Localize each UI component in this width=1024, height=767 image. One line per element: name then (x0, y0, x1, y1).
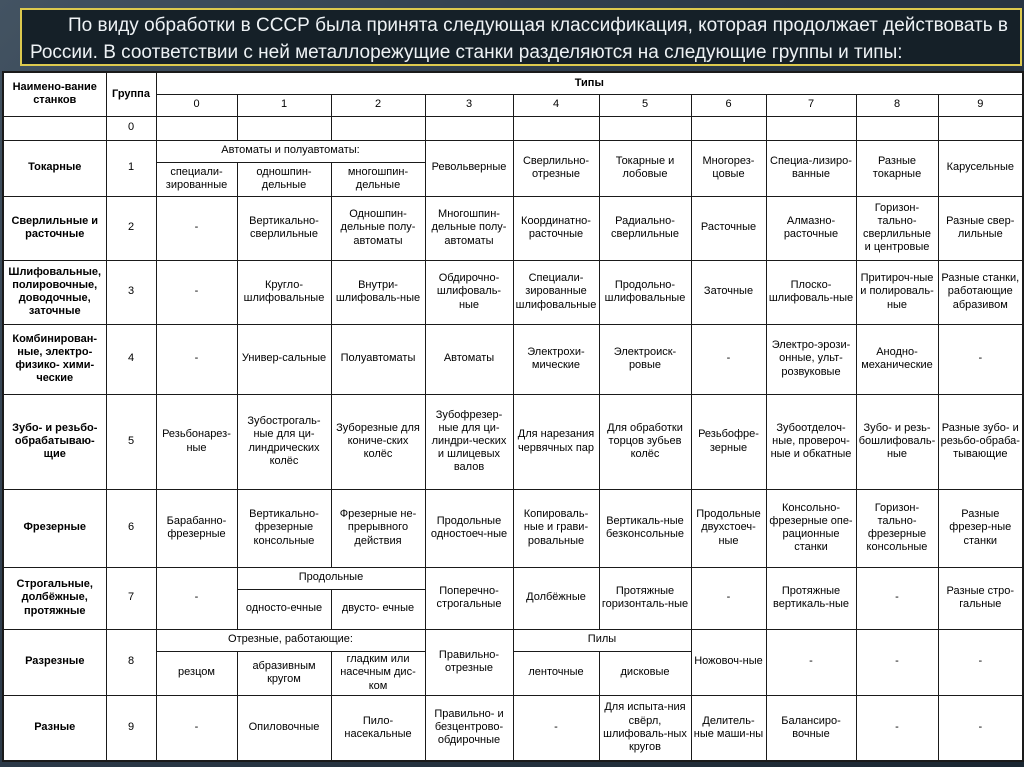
table-row-group-9 (3, 695, 1023, 761)
table-cell: - (156, 324, 237, 394)
table-cell: Для испыта-ния свёрл, шлифоваль-ных кругов (599, 695, 691, 761)
table-cell: Вертикально-сверлильные (237, 196, 331, 260)
table-cell: Продольные одностоеч-ные (425, 489, 513, 567)
table-cell-span: Пилы (513, 629, 691, 651)
table-cell: Копироваль-ные и грави-ровальные (513, 489, 599, 567)
row-name: Шлифовальные, полировочные, доводочные, заточные (3, 260, 106, 324)
table-cell (331, 116, 425, 140)
table-cell: - (691, 324, 766, 394)
table-cell (938, 116, 1023, 140)
table-cell: Пило-насекальные (331, 695, 425, 761)
row-group: 2 (106, 196, 156, 260)
table-cell: Специа-лизиро-ванные (766, 140, 856, 196)
row-group: 7 (106, 567, 156, 629)
header-type-4: 4 (513, 94, 599, 116)
table-cell: Разные токарные (856, 140, 938, 196)
table-cell: Разные зубо- и резьбо-обраба-тывающие (938, 394, 1023, 489)
table-cell: Разные стро-гальные (938, 567, 1023, 629)
table-cell: Координатно-расточные (513, 196, 599, 260)
table-cell: Разные свер-лильные (938, 196, 1023, 260)
header-row-1 (3, 72, 1023, 94)
header-type-3: 3 (425, 94, 513, 116)
table-cell: Одношпин-дельные полу-автоматы (331, 196, 425, 260)
table-cell: Внутри-шлифоваль-ные (331, 260, 425, 324)
row-name: Токарные (3, 140, 106, 196)
table-cell: - (938, 324, 1023, 394)
row-name: Комбинирован-ные, электро-физико- хими-ческие (3, 324, 106, 394)
table-cell: Радиально-сверлильные (599, 196, 691, 260)
row-name: Разные (3, 695, 106, 761)
slide-intro-box (20, 8, 1022, 66)
table-cell: двусто- ечные (331, 589, 425, 629)
table-row-group-3 (3, 260, 1023, 324)
table-cell: Зубоотделоч-ные, провероч-ные и обкатные (766, 394, 856, 489)
table-cell: Консольно-фрезерные опе-рационные станки (766, 489, 856, 567)
header-type-9: 9 (938, 94, 1023, 116)
table-cell: - (938, 695, 1023, 761)
table-cell: Ножовоч-ные (691, 629, 766, 695)
table-cell: Электрохи-мические (513, 324, 599, 394)
table-cell: Карусельные (938, 140, 1023, 196)
table-cell: Зубофрезер-ные для ци-линдри-ческих и шлицевых валов (425, 394, 513, 489)
header-type-6: 6 (691, 94, 766, 116)
table-cell (599, 116, 691, 140)
table-row-group-0 (3, 116, 1023, 140)
table-cell: - (856, 567, 938, 629)
header-type-8: 8 (856, 94, 938, 116)
table-cell: Револьверные (425, 140, 513, 196)
table-cell: Заточные (691, 260, 766, 324)
table-cell: - (938, 629, 1023, 695)
table-cell: резцом (156, 651, 237, 695)
table-cell: Барабанно-фрезерные (156, 489, 237, 567)
table-cell: Резьбонарез-ные (156, 394, 237, 489)
row-group: 8 (106, 629, 156, 695)
table-cell: - (856, 695, 938, 761)
table-cell: - (513, 695, 599, 761)
table-cell: Долбёжные (513, 567, 599, 629)
header-row-2 (3, 94, 1023, 116)
table-cell (425, 116, 513, 140)
row-group: 0 (106, 116, 156, 140)
table-cell: Делитель-ные маши-ны (691, 695, 766, 761)
table-cell: - (156, 260, 237, 324)
table-cell (766, 116, 856, 140)
table-cell (237, 116, 331, 140)
header-type-5: 5 (599, 94, 691, 116)
table-cell: Зубострогаль-ные для ци-линдрических колёс (237, 394, 331, 489)
table-cell: дисковые (599, 651, 691, 695)
classification-table (2, 71, 1024, 762)
table-cell: Вертикаль-ные безконсольные (599, 489, 691, 567)
row-name: Разрезные (3, 629, 106, 695)
table-cell: Сверлильно-отрезные (513, 140, 599, 196)
header-type-0: 0 (156, 94, 237, 116)
table-cell: - (856, 629, 938, 695)
table-cell: - (156, 196, 237, 260)
table-row-group-2 (3, 196, 1023, 260)
table-cell (156, 116, 237, 140)
classification-table-wrap (2, 71, 1022, 762)
header-name-col: Наимено-вание станков (3, 72, 106, 116)
table-row-group-5 (3, 394, 1023, 489)
table-cell: Правильно-отрезные (425, 629, 513, 695)
table-cell: Продольно-шлифовальные (599, 260, 691, 324)
table-cell: Полуавтоматы (331, 324, 425, 394)
table-cell: Резьбофре-зерные (691, 394, 766, 489)
table-cell: Многошпин-дельные полу-автоматы (425, 196, 513, 260)
table-cell: Автоматы (425, 324, 513, 394)
table-cell: Универ-сальные (237, 324, 331, 394)
table-cell: Анодно-механические (856, 324, 938, 394)
table-cell: Расточные (691, 196, 766, 260)
header-type-7: 7 (766, 94, 856, 116)
row-name: Сверлильные и расточные (3, 196, 106, 260)
table-cell: Притироч-ные и полироваль-ные (856, 260, 938, 324)
table-row-group-1 (3, 140, 1023, 162)
table-cell (513, 116, 599, 140)
table-cell-span: Продольные (237, 567, 425, 589)
row-group: 3 (106, 260, 156, 324)
table-cell: - (156, 567, 237, 629)
table-row-group-4 (3, 324, 1023, 394)
table-cell: Балансиро-вочные (766, 695, 856, 761)
table-cell: Токарные и лобовые (599, 140, 691, 196)
table-cell: Кругло-шлифовальные (237, 260, 331, 324)
table-cell: Поперечно-строгальные (425, 567, 513, 629)
table-cell: - (766, 629, 856, 695)
row-group: 6 (106, 489, 156, 567)
header-types: Типы (156, 72, 1023, 94)
table-cell: Разные станки, работающие абразивом (938, 260, 1023, 324)
row-name: Строгальные, долбёжные, протяжные (3, 567, 106, 629)
table-cell: Зуборезные для кониче-ских колёс (331, 394, 425, 489)
table-cell: Протяжные горизонталь-ные (599, 567, 691, 629)
table-cell: гладким или насечным дис-ком (331, 651, 425, 695)
table-cell: Обдирочно-шлифоваль-ные (425, 260, 513, 324)
table-cell-span: Отрезные, работающие: (156, 629, 425, 651)
row-group: 5 (106, 394, 156, 489)
table-cell: Разные фрезер-ные станки (938, 489, 1023, 567)
table-cell: Для нарезания червячных пар (513, 394, 599, 489)
table-cell (856, 116, 938, 140)
table-row-group-7 (3, 567, 1023, 589)
table-cell: абразивным кругом (237, 651, 331, 695)
header-type-2: 2 (331, 94, 425, 116)
table-cell: Плоско-шлифоваль-ные (766, 260, 856, 324)
table-row-group-6 (3, 489, 1023, 567)
table-cell: Продольные двухстоеч-ные (691, 489, 766, 567)
row-name (3, 116, 106, 140)
table-cell: Горизон-тально-сверлильные и центровые (856, 196, 938, 260)
table-cell: Горизон-тально-фрезерные консольные (856, 489, 938, 567)
table-cell: Электроиск-ровые (599, 324, 691, 394)
row-name: Фрезерные (3, 489, 106, 567)
table-cell: - (691, 567, 766, 629)
table-cell: Протяжные вертикаль-ные (766, 567, 856, 629)
row-name: Зубо- и резьбо-обрабатываю-щие (3, 394, 106, 489)
table-cell: односто-ечные (237, 589, 331, 629)
table-cell: одношпин-дельные (237, 162, 331, 196)
row-group: 1 (106, 140, 156, 196)
header-group-col: Группа (106, 72, 156, 116)
row-group: 4 (106, 324, 156, 394)
table-cell: Алмазно-расточные (766, 196, 856, 260)
table-cell: Для обработки торцов зубьев колёс (599, 394, 691, 489)
table-cell: Многорез-цовые (691, 140, 766, 196)
table-cell: ленточные (513, 651, 599, 695)
table-cell: Вертикально-фрезерные консольные (237, 489, 331, 567)
table-cell: многошпин-дельные (331, 162, 425, 196)
table-row-group-8 (3, 629, 1023, 651)
table-cell: Специали-зированные шлифовальные (513, 260, 599, 324)
row-group: 9 (106, 695, 156, 761)
header-type-1: 1 (237, 94, 331, 116)
slide-intro-text: По виду обработки в СССР была принята следующая классификация, которая продолжает действовать в России. В соответствии с ней металлорежущие станки разделяются на следующие группы и типы: (30, 15, 1009, 63)
table-cell: - (156, 695, 237, 761)
table-cell: Фрезерные не-прерывного действия (331, 489, 425, 567)
table-cell: специали-зированные (156, 162, 237, 196)
table-cell (691, 116, 766, 140)
table-cell: Опиловочные (237, 695, 331, 761)
table-cell: Правильно- и безцентрово-обдирочные (425, 695, 513, 761)
table-cell: Электро-эрози- онные, ульт-розвуковые (766, 324, 856, 394)
table-cell-span: Автоматы и полуавтоматы: (156, 140, 425, 162)
table-cell: Зубо- и резь-бошлифоваль-ные (856, 394, 938, 489)
